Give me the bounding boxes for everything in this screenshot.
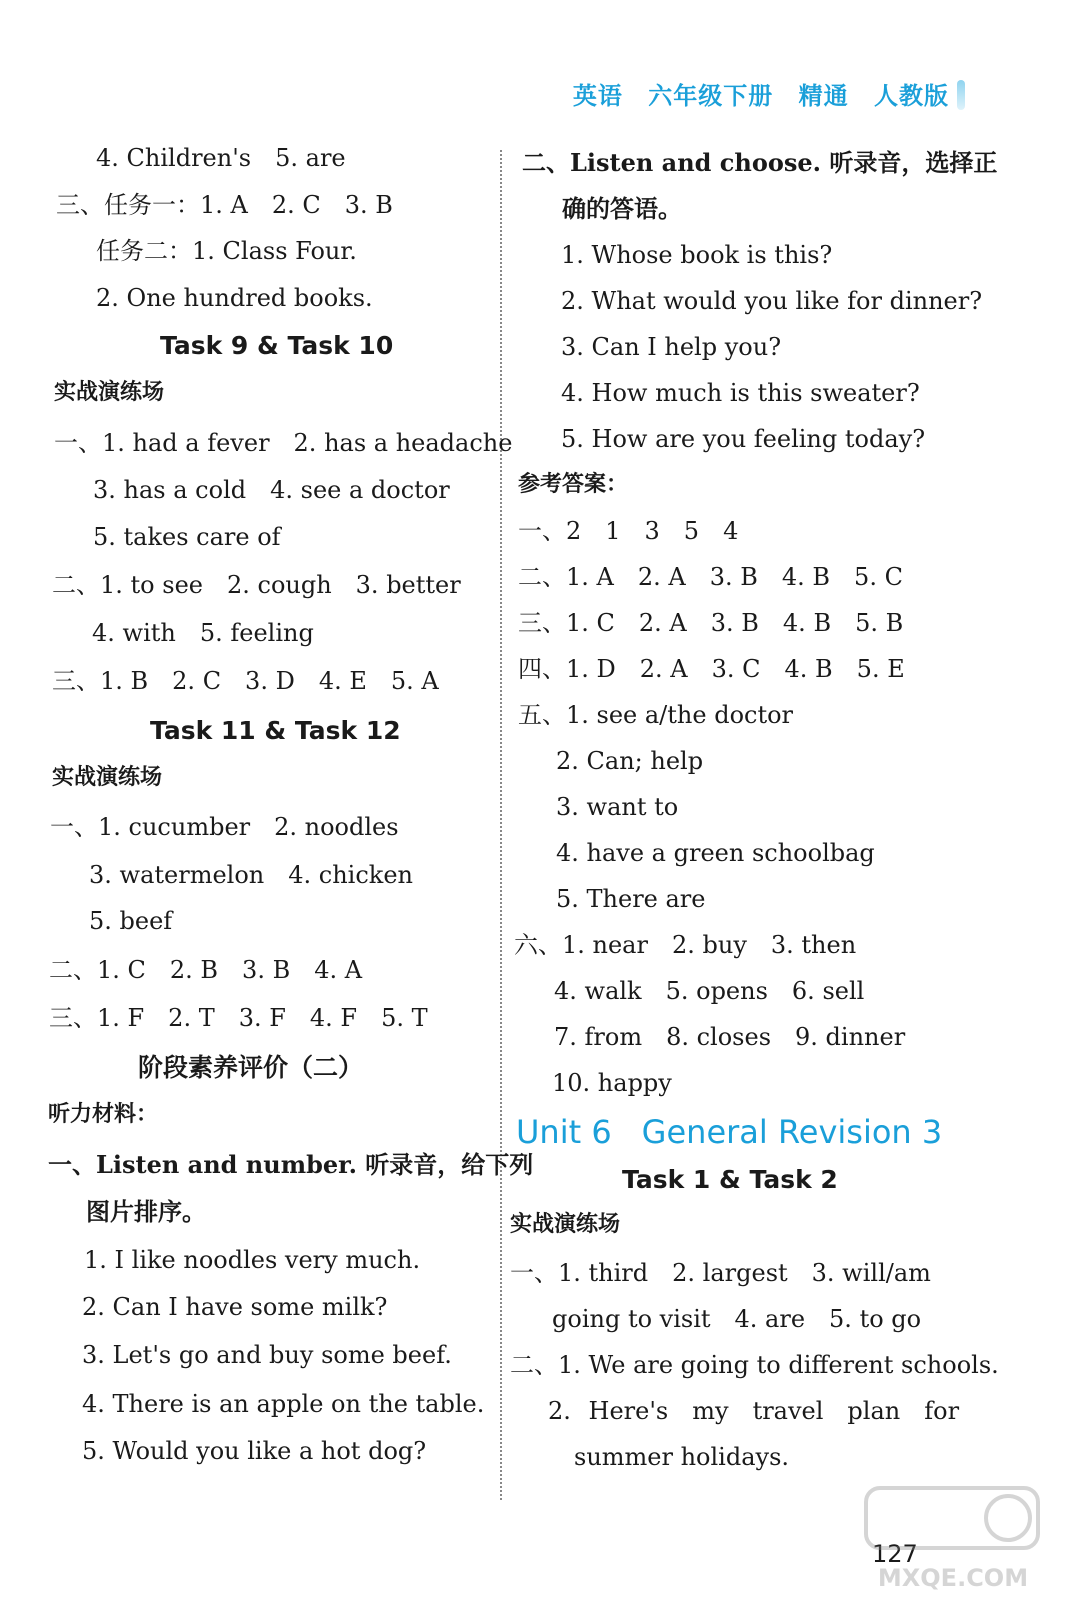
- answer-line: 一、2 1 3 5 4: [518, 517, 739, 545]
- answer-line: 10. happy: [552, 1069, 672, 1097]
- question-line: 图片排序。: [86, 1197, 206, 1226]
- subsection-heading: 听力材料：: [48, 1102, 159, 1127]
- watermark-logo: [858, 1478, 1048, 1596]
- answer-line: 7. from 8. closes 9. dinner: [554, 1023, 906, 1051]
- answer-line: 一、1. had a fever 2. has a headache: [54, 429, 513, 457]
- script-line: 2. What would you like for dinner?: [561, 287, 983, 315]
- section-heading: Task 9 & Task 10: [160, 331, 394, 360]
- header-series: 精通: [798, 82, 849, 110]
- page-header: [557, 76, 949, 111]
- unit-title: General Revision 3: [641, 1113, 943, 1151]
- question-line: 一、Listen and number. 听录音，给下列: [48, 1150, 534, 1179]
- answer-line: 4. have a green schoolbag: [556, 839, 875, 867]
- answer-line: 三、1. C 2. A 3. B 4. B 5. B: [518, 609, 904, 637]
- answer-line: 5. There are: [556, 885, 706, 913]
- header-subject: 英语: [572, 82, 623, 110]
- answer-line: 2. One hundred books.: [96, 284, 373, 312]
- answer-line: 3. has a cold 4. see a doctor: [93, 476, 450, 504]
- page-number: 127: [872, 1540, 918, 1568]
- subsection-heading: 实战演练场: [510, 1212, 621, 1237]
- question-line: 二、Listen and choose. 听录音，选择正: [522, 148, 998, 177]
- answer-line: 3. watermelon 4. chicken: [89, 861, 413, 889]
- answer-line: 4. walk 5. opens 6. sell: [554, 977, 865, 1005]
- answer-line: summer holidays.: [574, 1443, 790, 1471]
- answer-line: 4. Children's 5. are: [96, 144, 346, 172]
- answer-line: 二、1. to see 2. cough 3. better: [52, 571, 461, 599]
- script-line: 4. There is an apple on the table.: [82, 1390, 485, 1418]
- section-heading: 阶段素养评价（二）: [138, 1053, 364, 1082]
- script-line: 4. How much is this sweater?: [561, 379, 920, 407]
- answer-line: 2. Here's my travel plan for: [548, 1397, 960, 1425]
- answer-line: 六、1. near 2. buy 3. then: [514, 931, 857, 959]
- answer-line: 一、1. third 2. largest 3. will/am: [510, 1259, 931, 1287]
- subsection-heading: 参考答案：: [518, 472, 629, 497]
- question-line: 确的答语。: [562, 194, 682, 223]
- section-heading: Task 1 & Task 2: [622, 1165, 838, 1194]
- watermark-text: MXQE.COM: [877, 1564, 1029, 1592]
- section-heading: Task 11 & Task 12: [150, 716, 401, 745]
- header-grade: 六年级下册: [648, 82, 774, 110]
- header-edition: 人教版: [874, 82, 949, 110]
- unit-label: Unit 6: [516, 1113, 612, 1151]
- answer-line: 一、1. cucumber 2. noodles: [50, 813, 399, 841]
- answer-line: 5. takes care of: [93, 523, 281, 551]
- answer-line: 5. beef: [89, 907, 173, 935]
- script-line: 2. Can I have some milk?: [82, 1293, 388, 1321]
- answer-line: 三、1. F 2. T 3. F 4. F 5. T: [49, 1004, 428, 1032]
- header-accent-bar: [957, 80, 965, 110]
- subsection-heading: 实战演练场: [52, 765, 163, 790]
- script-line: 3. Can I help you?: [561, 333, 782, 361]
- script-line: 3. Let's go and buy some beef.: [82, 1341, 452, 1369]
- unit-heading: [516, 1112, 942, 1152]
- answer-line: going to visit 4. are 5. to go: [552, 1305, 922, 1333]
- script-line: 1. Whose book is this?: [561, 241, 833, 269]
- script-line: 1. I like noodles very much.: [84, 1246, 421, 1274]
- answer-line: 2. Can; help: [556, 747, 704, 775]
- answer-line: 三、任务一：1. A 2. C 3. B: [56, 191, 393, 219]
- script-line: 5. Would you like a hot dog?: [82, 1437, 427, 1465]
- answer-line: 3. want to: [556, 793, 679, 821]
- answer-line: 二、1. C 2. B 3. B 4. A: [49, 956, 363, 984]
- answer-line: 二、1. We are going to different schools.: [510, 1351, 999, 1379]
- subsection-heading: 实战演练场: [54, 380, 165, 405]
- answer-line: 二、1. A 2. A 3. B 4. B 5. C: [518, 563, 903, 591]
- answer-line: 任务二：1. Class Four.: [96, 237, 357, 265]
- answer-line: 四、1. D 2. A 3. C 4. B 5. E: [518, 655, 905, 683]
- script-line: 5. How are you feeling today?: [561, 425, 926, 453]
- column-divider: [500, 150, 502, 1500]
- answer-line: 三、1. B 2. C 3. D 4. E 5. A: [52, 667, 439, 695]
- answer-line: 4. with 5. feeling: [92, 619, 314, 647]
- answer-line: 五、1. see a/the doctor: [518, 701, 794, 729]
